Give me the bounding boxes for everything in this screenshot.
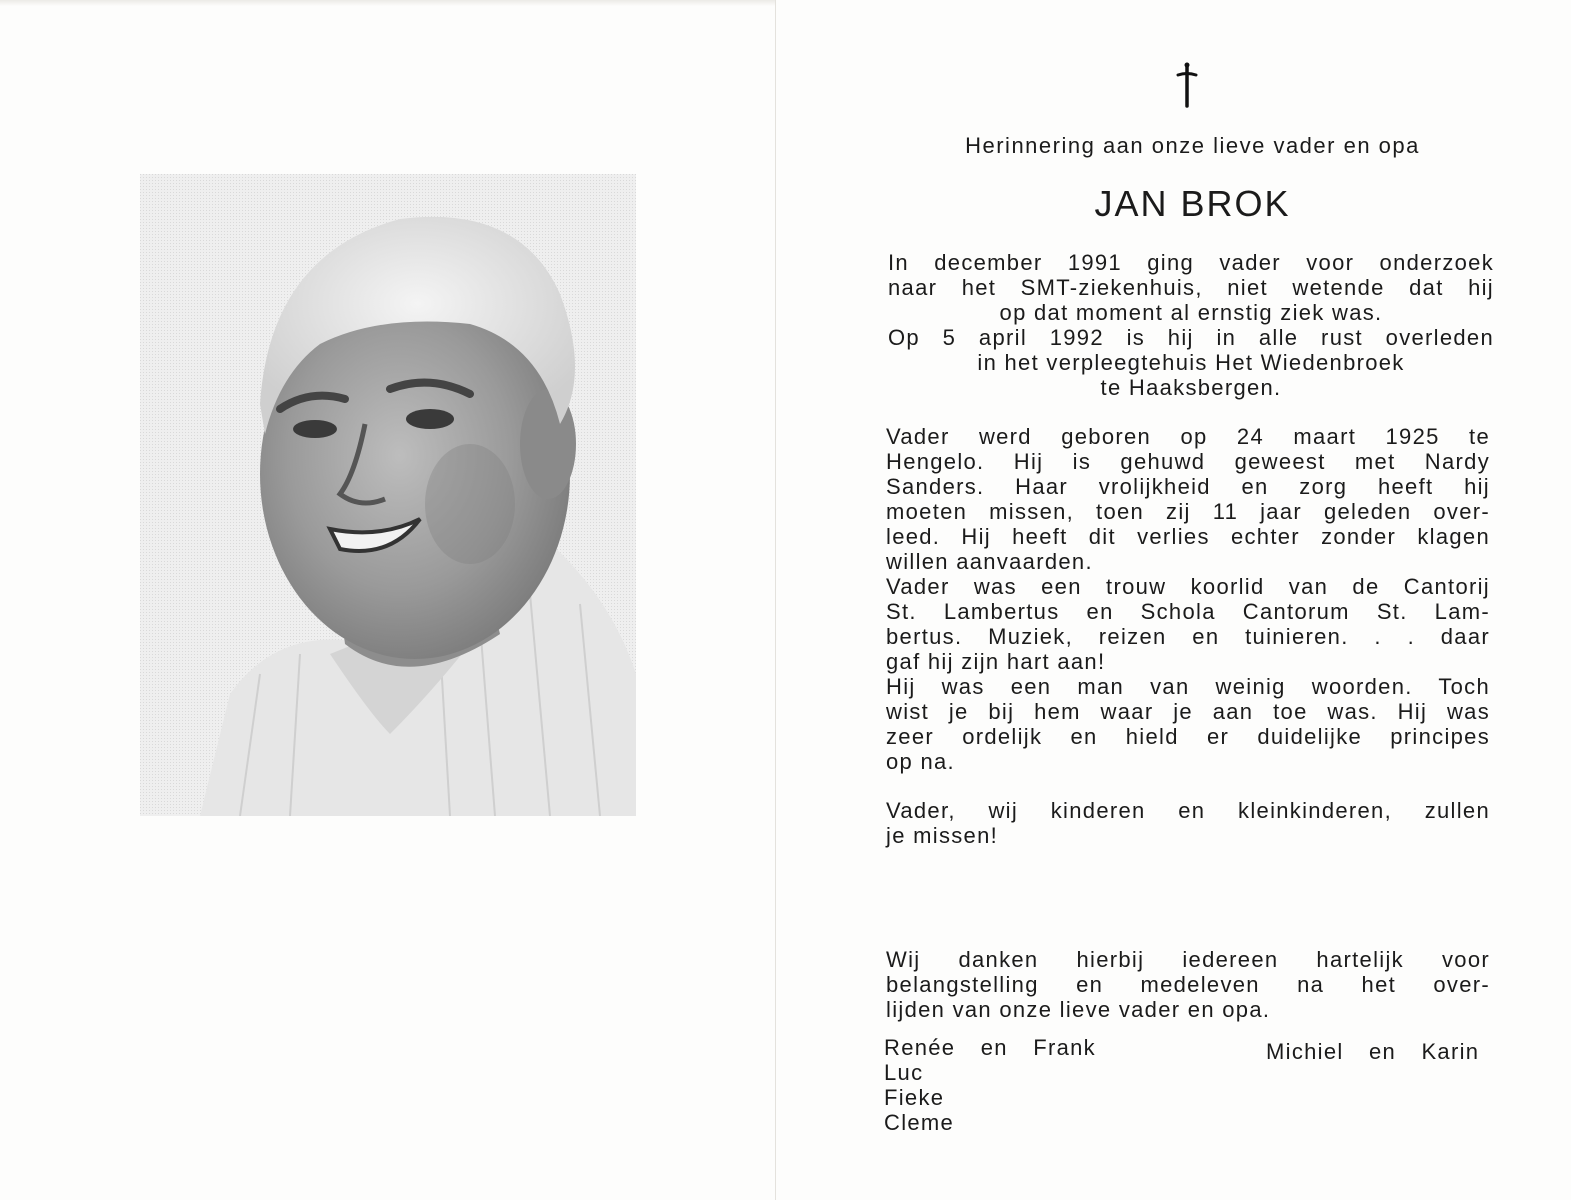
card-edge — [0, 0, 775, 6]
text-line: Sanders. Haar vrolijkheid en zorg heeft hij — [886, 474, 1490, 499]
text-line: leed. Hij heeft dit verlies echter zonder klagen — [886, 524, 1490, 549]
signatory: Fieke — [884, 1085, 945, 1110]
signatory: Luc — [884, 1060, 924, 1085]
text-line: lijden van onze lieve vader en opa. — [886, 997, 1271, 1022]
text-line: In december 1991 ging vader voor onderzoek — [888, 250, 1494, 275]
text-line: gaf hij zijn hart aan! — [886, 649, 1106, 674]
heading: Herinnering aan onze lieve vader en opa — [965, 133, 1420, 158]
paragraph-farewell — [886, 798, 1490, 848]
text-line: te Haaksbergen. — [1100, 375, 1282, 400]
paragraph-thanks — [886, 947, 1490, 1022]
text-panel — [880, 0, 1495, 1200]
text-line: je missen! — [886, 823, 999, 848]
text-line: naar het SMT-ziekenhuis, niet wetende dat hij — [888, 275, 1494, 300]
text-line: wist je bij hem waar je aan toe was. Hij was — [886, 699, 1490, 724]
text-line: willen aanvaarden. — [886, 549, 1093, 574]
text-line: Hij was een man van weinig woorden. Toch — [886, 674, 1490, 699]
text-line: Vader werd geboren op 24 maart 1925 te — [886, 424, 1490, 449]
cross-icon — [1172, 62, 1202, 108]
paragraph-life — [886, 424, 1490, 774]
text-line: Hengelo. Hij is gehuwd geweest met Nardy — [886, 449, 1490, 474]
portrait-photo — [140, 174, 636, 816]
text-line: bertus. Muziek, reizen en tuinieren. . . daar — [886, 624, 1490, 649]
text-line: moeten missen, toen zij 11 jaar geleden over- — [886, 499, 1490, 524]
card-fold — [775, 0, 776, 1200]
signatory: Cleme — [884, 1110, 955, 1135]
text-line: Vader, wij kinderen en kleinkinderen, zullen — [886, 798, 1490, 823]
text-line: belangstelling en medeleven na het over- — [886, 972, 1490, 997]
text-line: op dat moment al ernstig ziek was. — [999, 300, 1383, 325]
paragraph-illness — [888, 250, 1494, 400]
text-line: Vader was een trouw koorlid van de Cantorij — [886, 574, 1490, 599]
text-line: Wij danken hierbij iedereen hartelijk voor — [886, 947, 1490, 972]
signatory-right: Michiel en Karin — [1266, 1039, 1480, 1064]
deceased-name: JAN BROK — [1094, 183, 1291, 224]
signatory: Renée en Frank — [884, 1035, 1096, 1060]
text-line: St. Lambertus en Schola Cantorum St. Lam- — [886, 599, 1490, 624]
text-line: Op 5 april 1992 is hij in alle rust overleden — [888, 325, 1494, 350]
signatories-left — [884, 1035, 1096, 1135]
text-line: zeer ordelijk en hield er duidelijke principes — [886, 724, 1490, 749]
text-line: in het verpleegtehuis Het Wiedenbroek — [977, 350, 1405, 375]
text-line: op na. — [886, 749, 955, 774]
portrait-illustration — [140, 174, 636, 816]
